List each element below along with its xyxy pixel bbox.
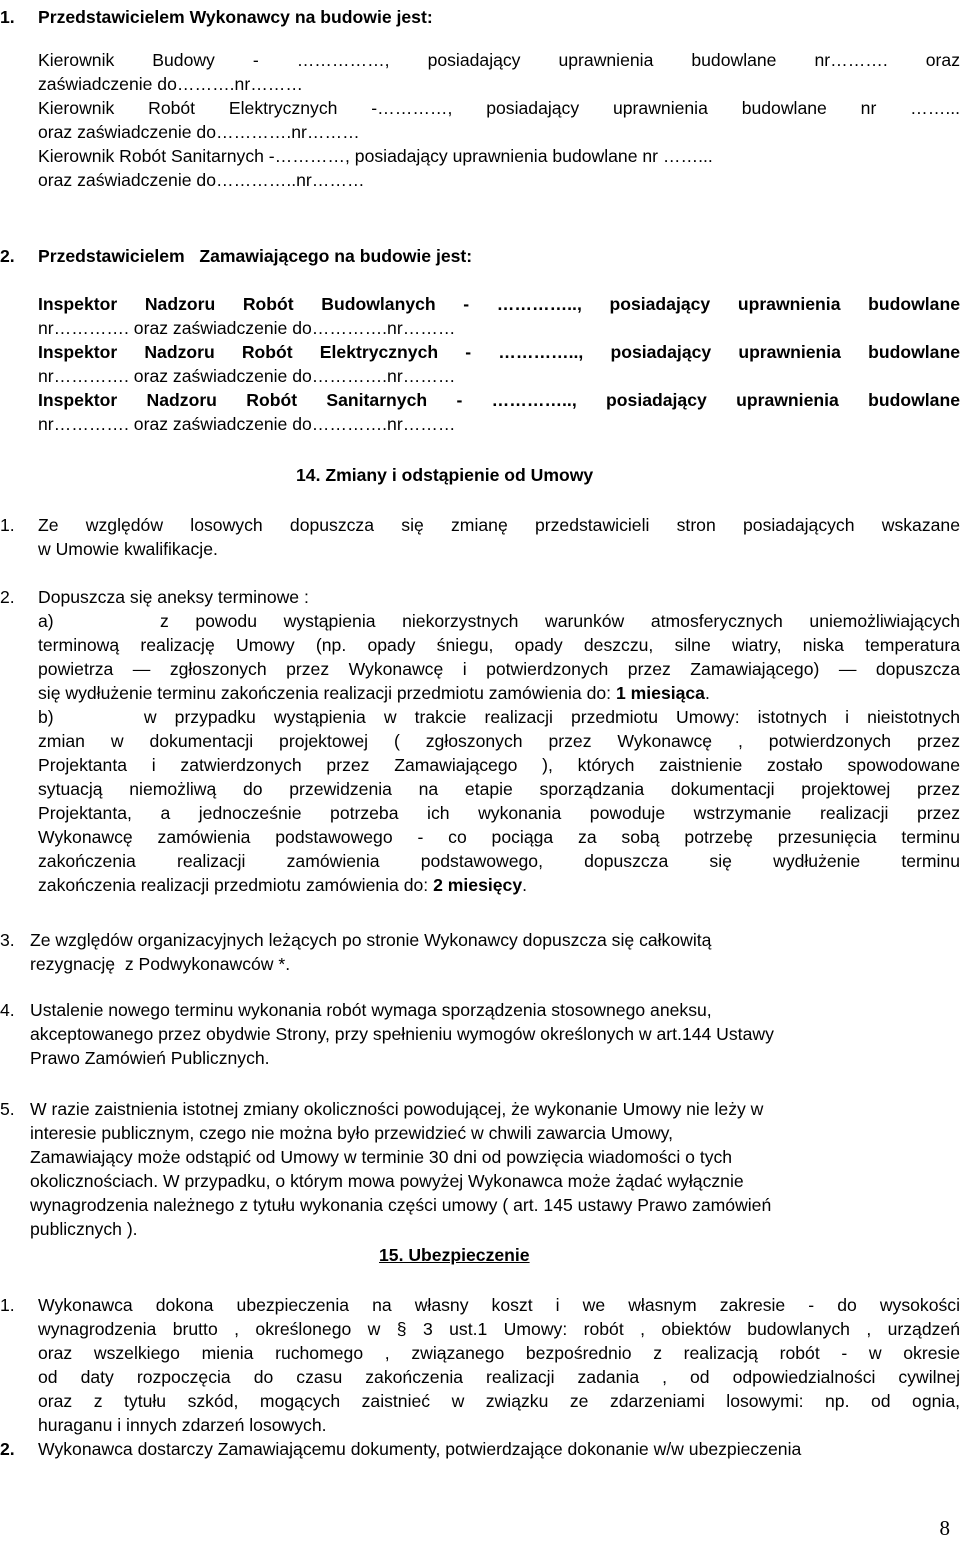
c14-p5-line: Zamawiający może odstąpić od Umowy w terminie 30 dni od powzięcia wiadomości o tych [30,1147,733,1167]
c15-p2-number: 2. [0,1439,15,1459]
c14-p4-line: Prawo Zamówień Publicznych. [30,1048,270,1068]
c14-p2-line: zakończenia realizacji zamówienia podstawowego, dopuszcza się wydłużenie terminu [38,851,960,871]
c14-p2-number: 2. [0,587,15,607]
c14-p4-line: Ustalenie nowego terminu wykonania robót wymaga sporządzenia stosownego aneksu, [30,1000,712,1020]
c15-p1-line: Wykonawca dokona ubezpieczenia na własny koszt i we własnym zakresie - do wysokości [38,1295,960,1315]
section-1-line: zaświadczenie do……….nr……… [38,74,303,94]
c14-p2-line: terminową realizację Umowy (np. opady śniegu, opady deszczu, silne wiatry, niska temperatura [38,635,960,655]
c15-p2-line: Wykonawca dostarczy Zamawiającemu dokumenty, potwierdzające dokonanie w/w ubezpieczenia [38,1439,802,1459]
c14-p2-line: powietrza — zgłoszonych przez Wykonawcę i potwierdzonych przez Zamawiającego) — dopuszcza [38,659,960,679]
c14-p2-line-deadline-b: zakończenia realizacji przedmiotu zamówienia do: 2 miesięcy. [38,875,528,895]
c14-p2-line: Dopuszcza się aneksy terminowe : [38,587,309,607]
section-1-body [38,48,960,192]
c15-p1-text [38,1293,960,1437]
c14-p3-number: 3. [0,930,15,950]
c14-p5-number: 5. [0,1099,15,1119]
section-1-line: oraz zaświadczenie do…………..nr……… [38,170,365,190]
c14-p2-text [38,585,960,897]
c14-p1-line: Ze względów losowych dopuszcza się zmianę przedstawicieli stron posiadających wskazane [38,515,960,535]
c14-p2-line-deadline-a: się wydłużenie terminu zakończenia realizacji przedmiotu zamówienia do: 1 miesiąca. [38,683,710,703]
c14-p2-line: Projektanta i zatwierdzonych przez Zamawiającego ), których zaistnienie zostało spowodowane [38,755,960,775]
chapter-15-title: 15. Ubezpieczenie [379,1245,530,1265]
section-2-line: nr…………. oraz zaświadczenie do………….nr……… [38,318,456,338]
c15-p1-line: oraz wszelkiego mienia ruchomego , związanego bezpośrednio z realizacją robót - w okresie [38,1343,960,1363]
section-1-line: Kierownik Robót Elektrycznych -…………, posiadający uprawnienia budowlane nr ……... [38,98,960,118]
c14-p2-line: a) z powodu wystąpienia niekorzystnych warunków atmosferycznych uniemożliwiających [38,611,960,631]
c15-p1-line: od daty rozpoczęcia do czasu zakończenia realizacji zadania , od odpowiedzialności cywilnej [38,1367,960,1387]
c15-p1-line: huraganu i innych zdarzeń losowych. [38,1415,327,1435]
section-2-line: nr…………. oraz zaświadczenie do………….nr……… [38,414,456,434]
c14-p3-text [30,928,930,976]
c14-p2-line: Wykonawcę zamówienia podstawowego - co pociąga za sobą potrzebę przesunięcia terminu [38,827,960,847]
section-2-line: Inspektor Nadzoru Robót Budowlanych - ………….., posiadający uprawnienia budowlane [38,294,960,314]
c15-p1-line: wynagrodzenia brutto , określonego w § 3 ust.1 Umowy: robót , obiektów budowlanych , urządzeń [38,1319,960,1339]
section-2-line: nr…………. oraz zaświadczenie do………….nr……… [38,366,456,386]
c14-p1-text [38,513,960,561]
section-1-number: 1. [0,7,15,27]
c14-p4-text [30,998,930,1070]
section-2-heading: Przedstawicielem Zamawiającego na budowie jest: [38,246,473,266]
c14-p2-line: zmian w dokumentacji projektowej ( zgłoszonych przez Wykonawcę , potwierdzonych przez [38,731,960,751]
section-1-line: Kierownik Budowy - ……………, posiadający uprawnienia budowlane nr………. oraz [38,50,960,70]
c15-p2-text [38,1437,960,1461]
page-number: 8 [939,1516,950,1540]
c15-p1-number: 1. [0,1295,15,1315]
section-2-line: Inspektor Nadzoru Robót Elektrycznych - ………….., posiadający uprawnienia budowlane [38,342,960,362]
c14-p5-line: wynagrodzenia należnego z tytułu wykonania części umowy ( art. 145 ustawy Prawo zamówień [30,1195,772,1215]
c14-p5-line: publicznych ). [30,1219,138,1239]
section-2-line: Inspektor Nadzoru Robót Sanitarnych - ………….., posiadający uprawnienia budowlane [38,390,960,410]
c15-p1-line: oraz z tytułu szkód, mogących zaistnieć w związku ze zdarzeniami losowymi: np. od ognia, [38,1391,960,1411]
c14-p5-text [30,1097,930,1241]
section-2-body [38,292,960,436]
c14-p4-line: akceptowanego przez obydwie Strony, przy spełnieniu wymogów określonych w art.144 Ustawy [30,1024,774,1044]
c14-p2-line: Projektanta, a jednocześnie potrzeba ich wykonania powoduje wstrzymanie realizacji przez [38,803,960,823]
c14-p2-line: sytuacją niemożliwą do przewidzenia na etapie sporządzania dokumentacji projektowej przez [38,779,960,799]
deadline-a-bold: 1 miesiąca [615,683,705,703]
section-1-heading: Przedstawicielem Wykonawcy na budowie jest: [38,7,433,27]
c14-p1-number: 1. [0,515,15,535]
section-1-line: oraz zaświadczenie do………….nr……… [38,122,360,142]
c14-p5-line: okolicznościach. W przypadku, o którym mowa powyżej Wykonawca może żądać wyłącznie [30,1171,744,1191]
c14-p5-line: W razie zaistnienia istotnej zmiany okoliczności powodującej, że wykonanie Umowy nie leży w [30,1099,764,1119]
deadline-b-bold: 2 miesięcy [433,875,523,895]
section-1-line: Kierownik Robót Sanitarnych -…………, posiadający uprawnienia budowlane nr ……... [38,146,713,166]
c14-p4-number: 4. [0,1000,15,1020]
c14-p2-line: b) w przypadku wystąpienia w trakcie realizacji przedmiotu Umowy: istotnych i nieistotnych [38,707,960,727]
chapter-14-title: 14. Zmiany i odstąpienie od Umowy [296,465,594,485]
section-2-number: 2. [0,246,15,266]
c14-p3-line: Ze względów organizacyjnych leżących po stronie Wykonawcy dopuszcza się całkowitą [30,930,712,950]
c14-p5-line: interesie publicznym, czego nie można było przewidzieć w chwili zawarcia Umowy, [30,1123,674,1143]
c14-p3-line: rezygnację z Podwykonawców *. [30,954,291,974]
c14-p1-line: w Umowie kwalifikacje. [38,539,218,559]
